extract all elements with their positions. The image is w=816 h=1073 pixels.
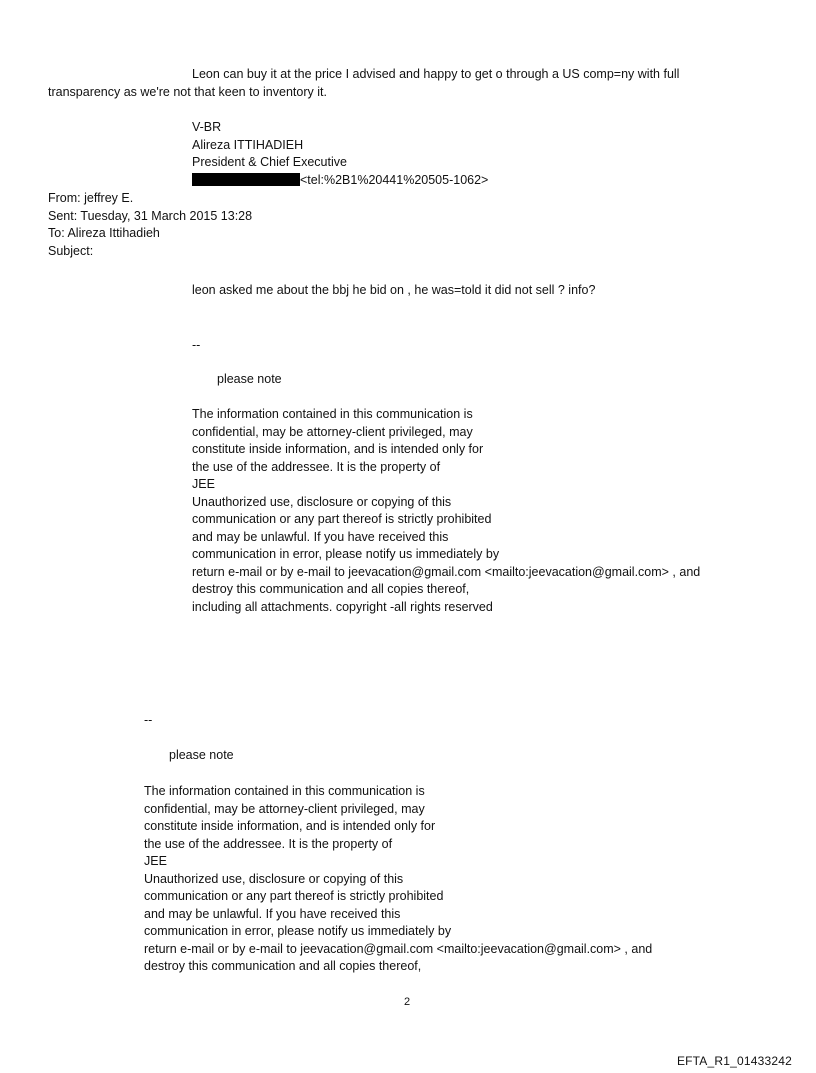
bates-number: EFTA_R1_01433242 [676, 1054, 792, 1068]
disclaimer-line: return e-mail or by e-mail to jeevacation@gmail.com <mailto:jeevacation@gmail.com> , and [144, 941, 653, 956]
signature-title: President & Chief Executive [192, 155, 347, 169]
original-message-body: leon asked me about the bbj he bid on , he was=told it did not sell ? info? [192, 283, 596, 297]
header-from: From: jeffrey E. [48, 191, 134, 205]
signature-phone [192, 172, 488, 190]
signature-closing: V-BR [192, 120, 222, 134]
outer-disclaimer [144, 783, 652, 976]
email-header [48, 190, 252, 260]
reply-line-2: transparency as we're not that keen to inventory it. [48, 85, 327, 99]
disclaimer-line: confidential, may be attorney-client privileged, may [144, 801, 425, 816]
disclaimer-line: and may be unlawful. If you have received this [144, 906, 401, 921]
disclaimer-line: communication or any part thereof is strictly prohibited [144, 889, 444, 903]
header-to: To: Alireza Ittihadieh [48, 226, 160, 240]
header-sent: Sent: Tuesday, 31 March 2015 13:28 [48, 208, 253, 223]
header-subject: Subject: [48, 243, 94, 258]
disclaimer-line: JEE [144, 854, 167, 868]
redaction-bar [192, 173, 300, 186]
inner-please-note: please note [217, 372, 282, 386]
disclaimer-line: return e-mail or by e-mail to jeevacation@gmail.com <mailto:jeevacation@gmail.com> , and [192, 564, 701, 579]
disclaimer-line: JEE [192, 477, 215, 491]
disclaimer-line: constitute inside information, and is intended only for [192, 442, 484, 456]
disclaimer-line: the use of the addressee. It is the property of [192, 459, 441, 474]
signature-name: Alireza ITTIHADIEH [192, 137, 304, 152]
disclaimer-line: The information contained in this communication is [192, 407, 473, 421]
signature-phone-link[interactable]: <tel:%2B1%20441%20505-1062> [300, 172, 489, 187]
disclaimer-line: destroy this communication and all copies thereof, [192, 582, 470, 596]
disclaimer-line: communication in error, please notify us immediately by [192, 547, 500, 561]
signature-block [192, 119, 488, 189]
outer-please-note: please note [169, 748, 234, 762]
disclaimer-line: constitute inside information, and is intended only for [144, 819, 436, 833]
disclaimer-line: communication in error, please notify us immediately by [144, 924, 452, 938]
inner-separator: -- [192, 338, 201, 352]
disclaimer-line: communication or any part thereof is strictly prohibited [192, 512, 492, 526]
disclaimer-line: The information contained in this communication is [144, 784, 425, 798]
disclaimer-line: including all attachments. copyright -all rights reserved [192, 599, 493, 614]
disclaimer-line: destroy this communication and all copies thereof, [144, 959, 422, 973]
inner-disclaimer [192, 406, 700, 616]
page-number: 2 [404, 996, 411, 1008]
disclaimer-line: the use of the addressee. It is the property of [144, 836, 393, 851]
disclaimer-line: confidential, may be attorney-client privileged, may [192, 424, 473, 439]
reply-line-1: Leon can buy it at the price I advised and happy to get o through a US comp=ny with full [192, 67, 680, 81]
disclaimer-line: Unauthorized use, disclosure or copying of this [192, 494, 452, 509]
outer-separator: -- [144, 713, 153, 727]
disclaimer-line: Unauthorized use, disclosure or copying of this [144, 871, 404, 886]
disclaimer-line: and may be unlawful. If you have received this [192, 529, 449, 544]
